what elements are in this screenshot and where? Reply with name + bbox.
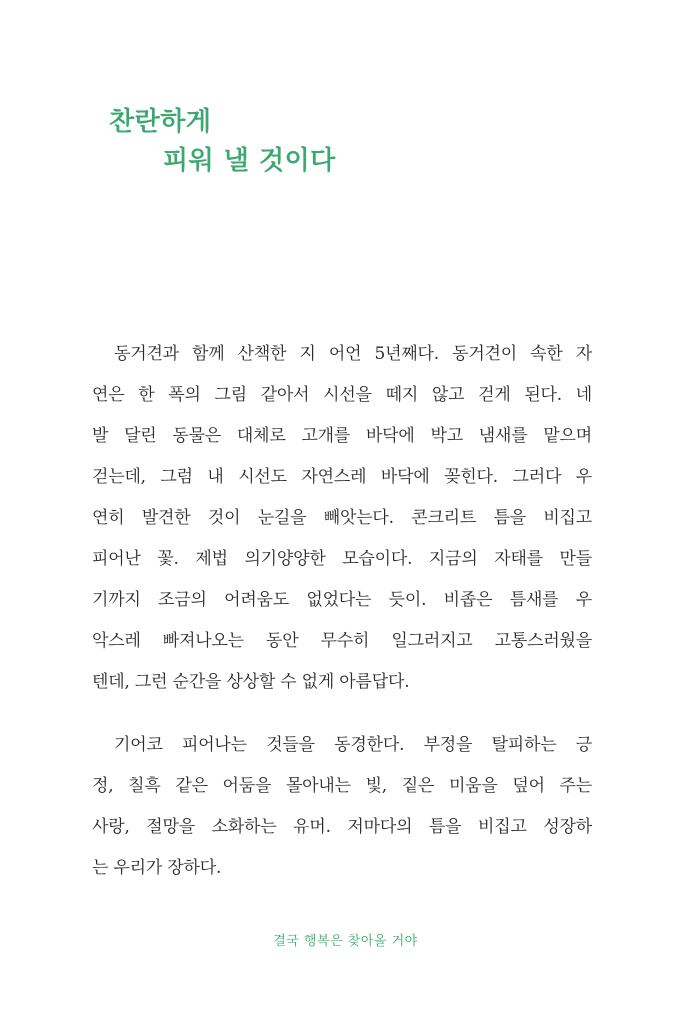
- paragraph-line: 발 달린 동물은 대체로 고개를 바닥에 박고 냄새를 맡으며: [92, 426, 592, 446]
- paragraph-line: 기까지 조금의 어려움도 없었다는 듯이. 비좁은 틈새를 우: [92, 590, 592, 610]
- paragraph-line: 동거견과 함께 산책한 지 어언 5년째다. 동거견이 속한 자: [114, 344, 592, 364]
- paragraph-line: 정, 칠흑 같은 어둠을 몰아내는 빛, 짙은 미움을 덮어 주는: [92, 776, 592, 796]
- paragraph-line: 피어난 꽃. 제법 의기양양한 모습이다. 지금의 자태를 만들: [92, 549, 592, 569]
- paragraph-line: 사랑, 절망을 소화하는 유머. 저마다의 틈을 비집고 성장하: [92, 817, 592, 837]
- paragraph-line: 기어코 피어나는 것들을 동경한다. 부정을 탈피하는 긍: [114, 735, 592, 755]
- paragraph-line: 텐데, 그런 순간을 상상할 수 없게 아름답다.: [92, 672, 410, 692]
- paragraph-line: 연히 발견한 것이 눈길을 빼앗는다. 콘크리트 틈을 비집고: [92, 508, 592, 528]
- chapter-title-line-1: 찬란하게: [109, 107, 212, 137]
- running-footer-title: 결국 행복은 찾아올 거야: [273, 934, 418, 949]
- paragraph-line: 악스레 빠져나오는 동안 무수히 일그러지고 고통스러웠을: [92, 631, 592, 651]
- paragraph-line: 걷는데, 그럼 내 시선도 자연스레 바닥에 꽂힌다. 그러다 우: [92, 467, 592, 487]
- paragraph-line: 연은 한 폭의 그림 같아서 시선을 떼지 않고 걷게 된다. 네: [92, 385, 592, 405]
- body-paragraph-2: [92, 725, 592, 889]
- body-paragraph-1: [92, 334, 592, 703]
- chapter-title-line-2: 피워 낼 것이다: [163, 146, 336, 176]
- paragraph-line: 는 우리가 장하다.: [92, 858, 222, 878]
